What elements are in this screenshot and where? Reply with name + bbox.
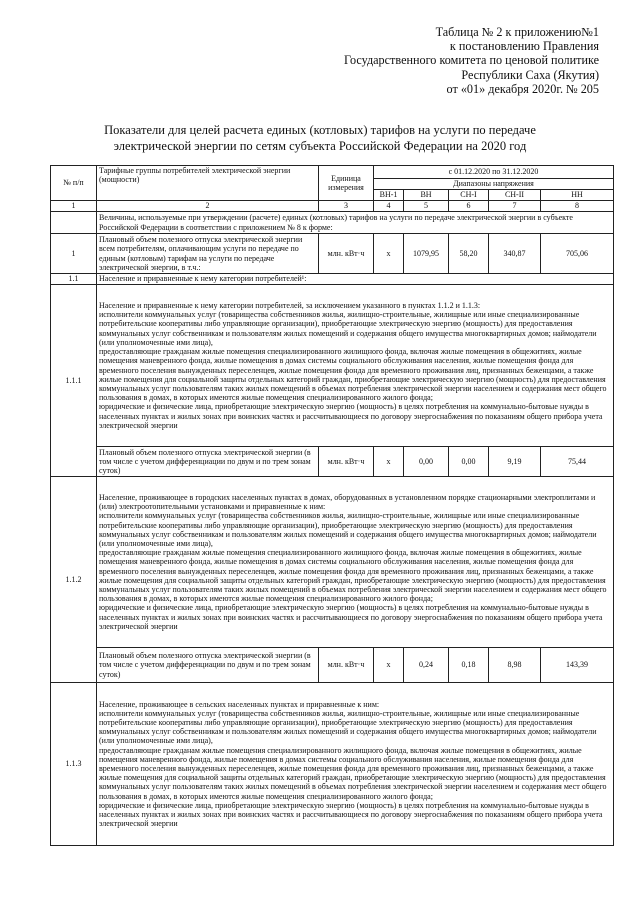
paragraph: юридические и физические лица, приобретающие электрическую энергию (мощность) в целях потребления на коммунально-бытовые нужды в населенных пунктах и жилых зонах при воинских частях и рассчитывающиеся по договору энергоснабжения по показаниям общего прибора учета электрической энергии <box>99 402 603 430</box>
paragraph: исполнители коммунальных услуг (товарищества собственников жилья, жилищно-строительные, жилищные или иные специализированные потребительские кооперативы либо управляющие организации), приобретающие электрическую энергию (мощность) для предоставления коммунальных услуг собственникам и пользователям жилых помещений и содержания общего имущества многоквартирных домов; наймодатели (или уполномоченные ими лица), <box>99 708 597 746</box>
paragraph: юридические и физические лица, приобретающие электрическую энергию (мощность) в целях потребления на коммунально-бытовые нужды в населенных пунктах и жилых зонах при воинских частях и рассчитывающиеся по договору энергоснабжения по показаниям общего прибора учета электрической энергии <box>99 603 603 631</box>
row-value: 340,87 <box>489 234 541 274</box>
row-value: 9,19 <box>489 447 541 477</box>
row-description <box>97 683 614 846</box>
row-value: 143,39 <box>541 648 614 683</box>
row-value: х <box>374 447 404 477</box>
paragraph: Население и приравненные к нему категории потребителей, за исключением указанного в пунктах 1.1.2 и 1.1.3: <box>99 301 481 311</box>
title-line-1: Показатели для целей расчета единых (котловых) тарифов на услуги по передаче <box>104 123 536 137</box>
col-number: 7 <box>489 201 541 212</box>
row-value: 8,98 <box>489 648 541 683</box>
row-value: 705,06 <box>541 234 614 274</box>
row-label: Плановый объем полезного отпуска электрической энергии всем потребителям, оплачивающим услуги по передаче по единым (котловым) тарифам на услуги по передаче электрической энергии, в т.ч.: <box>97 234 319 274</box>
row-unit: млн. кВт·ч <box>319 234 374 274</box>
title-line-2: электрической энергии по сетям субъекта Российской Федерации на 2020 год <box>113 139 527 153</box>
period-header: с 01.12.2020 по 31.12.2020 <box>374 166 614 179</box>
col-groups-header: Тарифные группы потребителей электрической энергии (мощности) <box>97 166 319 201</box>
header-line: Республики Саха (Якутия) <box>461 67 599 82</box>
level-header: ВН-1 <box>374 190 404 201</box>
row-num: 1 <box>51 234 97 274</box>
row-sub-label: Плановый объем полезного отпуска электрической энергии (в том числе с учетом дифференциации по двум и по трем зонам суток) <box>97 648 319 683</box>
row-value: 75,44 <box>541 447 614 477</box>
level-header: СН-I <box>449 190 489 201</box>
row-value: 0,00 <box>404 447 449 477</box>
level-header: НН <box>541 190 614 201</box>
level-header: СН-II <box>489 190 541 201</box>
header-line: от «01» декабря 2020г. № 205 <box>446 81 599 96</box>
document-header <box>344 25 599 96</box>
col-number: 5 <box>404 201 449 212</box>
paragraph: юридические и физические лица, приобретающие электрическую энергию (мощность) в целях потребления на коммунально-бытовые нужды в населенных пунктах и жилых зонах при воинских частях и рассчитывающиеся по договору энергоснабжения по показаниям общего прибора учета электрической энергии <box>99 800 603 829</box>
col-unit-header: Единица измерения <box>319 166 374 201</box>
col-num-header: № п/п <box>51 166 97 201</box>
row-num: 1.1.3 <box>51 683 97 846</box>
row-sub-label: Плановый объем полезного отпуска электрической энергии (в том числе с учетом дифференциации по двум и по трем зонам суток) <box>97 447 319 477</box>
row-num: 1.1 <box>51 274 97 285</box>
header-line: Таблица № 2 к приложению№1 <box>435 25 599 39</box>
paragraph: исполнители коммунальных услуг (товарищества собственников жилья, жилищно-строительные, жилищные или иные специализированные потребительские кооперативы либо управляющие организации), приобретающие электрическую энергию (мощность) для предоставления коммунальных услуг собственникам и пользователям жилых помещений и содержания общего имущества многоквартирных домов; наймодатели (или уполномоченные ими лица), <box>99 511 597 548</box>
col-number: 4 <box>374 201 404 212</box>
col-number: 3 <box>319 201 374 212</box>
tariff-table <box>50 165 614 846</box>
row-unit: млн. кВт·ч <box>319 447 374 477</box>
row-value: 1079,95 <box>404 234 449 274</box>
paragraph: исполнители коммунальных услуг (товарищества собственников жилья, жилищно-строительные, жилищные или иные специализированные потребительские кооперативы либо управляющие организации), приобретающие электрическую энергию (мощность) для предоставления коммунальных услуг собственникам и пользователям жилых помещений и содержания общего имущества многоквартирных домов; наймодатели (или уполномоченные ими лица), <box>99 310 597 347</box>
row-description <box>97 285 614 447</box>
row-value: 0,18 <box>449 648 489 683</box>
document-title <box>60 122 580 154</box>
paragraph: Население, проживающее в городских населенных пунктах в домах, оборудованных в установленном порядке стационарными электроплитами и (или) электроотопительными установками и приравненные к ним: <box>99 492 596 512</box>
row-num: 1.1.2 <box>51 477 97 683</box>
header-line: к постановлению Правления <box>449 39 599 54</box>
paragraph: Население, проживающее в сельских населенных пунктах и приравненные к ним: <box>99 699 380 709</box>
paragraph: предоставляющие гражданам жилые помещения специализированного жилищного фонда, включая жилые помещения в общежитиях, жилые помещения маневренного фонда, жилые помещения в домах системы социального обслуживания населения, жилые помещения фонда для временного поселения вынужденных переселенцев, жилые помещения фонда для временного проживания лиц, признанных беженцами, а также жилые помещения для социальной защиты отдельных категорий граждан, приобретающие электрическую энергию (мощность) для предоставления коммунальных услуг пользователям таких жилых помещений в объемах потребления электрической энергии населением и содержания мест общего пользования в домах, в которых имеются жилые помещения специализированного жилого фонда; <box>99 745 607 801</box>
row-label: Население и приравненные к нему категории потребителей¹: <box>97 274 614 285</box>
row-value: 0,24 <box>404 648 449 683</box>
col-number: 2 <box>97 201 319 212</box>
level-header: ВН <box>404 190 449 201</box>
row-unit: млн. кВт·ч <box>319 648 374 683</box>
row-value: 0,00 <box>449 447 489 477</box>
paragraph: предоставляющие гражданам жилые помещения специализированного жилищного фонда, включая жилые помещения в общежитиях, жилые помещения маневренного фонда, жилые помещения в домах системы социального обслуживания населения, жилые помещения фонда для временного поселения вынужденных переселенцев, жилые помещения фонда для временного проживания лиц, признанных беженцами, а также жилые помещения для социальной защиты отдельных категорий граждан, приобретающие электрическую энергию (мощность) для предоставления коммунальных услуг пользователям таких жилых помещений в объемах потребления электрической энергии населением и содержания мест общего пользования в домах, в которых имеются жилые помещения специализированного жилого фонда; <box>99 548 607 604</box>
paragraph: предоставляющие гражданам жилые помещения специализированного жилищного фонда, включая жилые помещения в общежитиях, жилые помещения маневренного фонда, жилые помещения в домах системы социального обслуживания населения, жилые помещения фонда для временного поселения вынужденных переселенцев, жилые помещения фонда для временного проживания лиц, признанных беженцами, а также жилые помещения для социальной защиты отдельных категорий граждан, приобретающие электрическую энергию (мощность) для предоставления коммунальных услуг пользователям таких жилых помещений в объемах потребления электрической энергии населением и содержания мест общего пользования в домах, в которых имеются жилые помещения специализированного жилого фонда; <box>99 347 607 403</box>
row-num: 1.1.1 <box>51 285 97 477</box>
intro-text: Величины, используемые при утверждении (расчете) единых (котловых) тарифов на услуги по передаче электрической энергии в субъекте Российской Федерации в соответствии с приложением № 8 к форме: <box>97 212 614 234</box>
col-number: 6 <box>449 201 489 212</box>
header-line: Государственного комитета по ценовой политике <box>344 53 599 68</box>
row-value: х <box>374 648 404 683</box>
row-value: 58,20 <box>449 234 489 274</box>
intro-num-cell <box>51 212 97 234</box>
row-value: х <box>374 234 404 274</box>
col-number: 8 <box>541 201 614 212</box>
col-number: 1 <box>51 201 97 212</box>
row-description <box>97 477 614 648</box>
ranges-header: Диапазоны напряжения <box>374 179 614 190</box>
